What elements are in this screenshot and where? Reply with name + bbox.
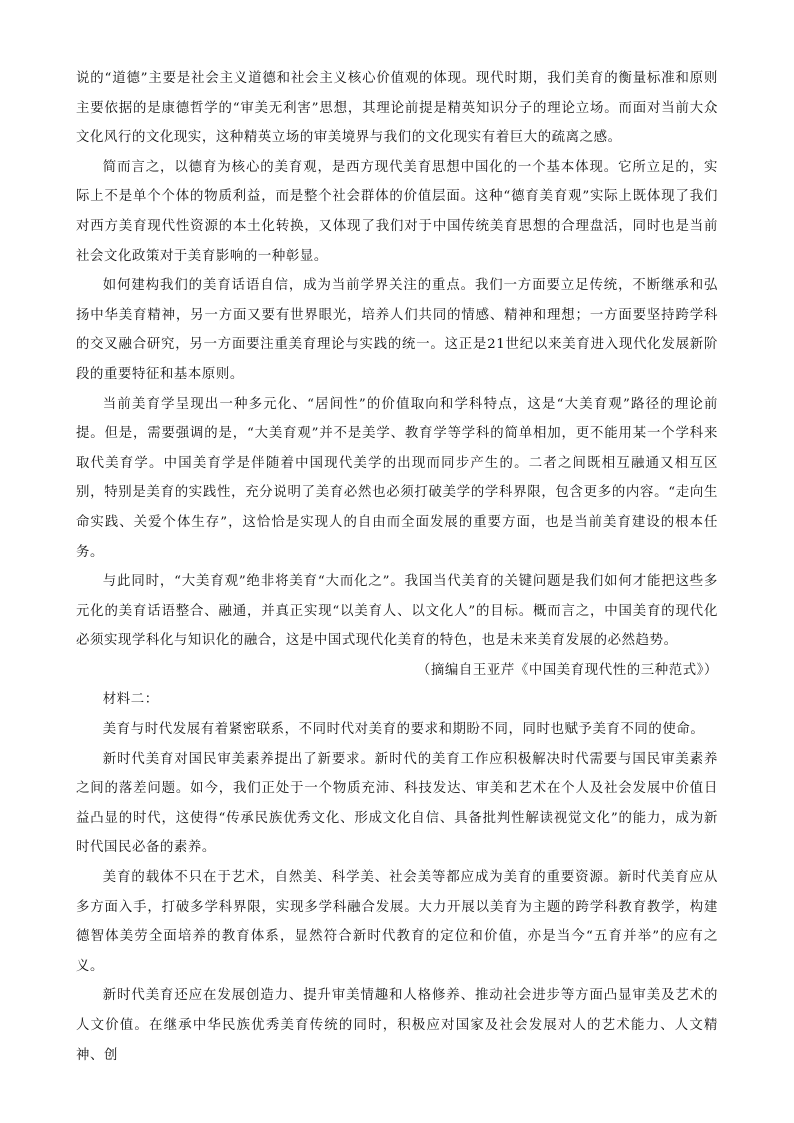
paragraph: 新时代美育对国民审美素养提出了新要求。新时代的美育工作应积极解决时代需要与国民审美素养之间的落差问题。如今，我们正处于一个物质充沛、科技发达、审美和艺术在个人及社会发展中价值日益凸显的时代，这使得“传承民族优秀文化、形成文化自信、具备批判性解读视觉文化”的能力，成为新时代国民必备的素养。 [76, 751, 718, 856]
paragraph: 如何建构我们的美育话语自信，成为当前学界关注的重点。我们一方面要立足传统，不断继承和弘扬中华美育精神，另一方面又要有世界眼光，培养人们共同的情感、精神和理想；一方面要坚持跨学科的交叉融合研究，另一方面要注重美育理论与实践的统一。这正是21世纪以来美育进入现代化发展新阶段的重要特征和基本原则。 [76, 278, 718, 382]
paragraph-continued: 说的“道德”主要是社会主义道德和社会主义核心价值观的体现。现代时期，我们美育的衡量标准和原则主要依据的是康德哲学的“审美无利害”思想，其理论前提是精英知识分子的理论立场。而面对当前大众文化风行的文化现实，这种精英立场的审美境界与我们的文化现实有着巨大的疏离之感。 [76, 71, 718, 146]
paragraph: 新时代美育还应在发展创造力、提升审美情趣和人格修养、推动社会进步等方面凸显审美及艺术的人文价值。在继承中华民族优秀美育传统的同时，积极应对国家及社会发展对人的艺术能力、人文精神、创 [76, 988, 718, 1063]
paragraph: 简而言之，以德育为核心的美育观，是西方现代美育思想中国化的一个基本体现。它所立足的，实际上不是单个个体的物质利益，而是整个社会群体的价值层面。这种“德育美育观”实际上既体现了我们对西方美育现代性资源的本土化转换，又体现了我们对于中国传统美育思想的合理盘活，同时也是当前社会文化政策对于美育影响的一种彰显。 [76, 159, 718, 264]
paragraph: 美育与时代发展有着紧密联系，不同时代对美育的要求和期盼不同，同时也赋予美育不同的使命。 [102, 722, 705, 738]
paragraph: 美育的载体不只在于艺术，自然美、科学美、社会美等都应成为美育的重要资源。新时代美育应从多方面入手，打破多学科界限，实现多学科融合发展。大力开展以美育为主题的跨学科教育教学，构建德智体美劳全面培养的教育体系，显然符合新时代教育的定位和价值，亦是当今“五育并举”的应有之义。 [76, 870, 718, 974]
paragraph: 当前美育学呈现出一种多元化、“居间性”的价值取向和学科特点，这是“大美育观”路径的理论前提。但是，需要强调的是，“大美育观”并不是美学、教育学等学科的简单相加，更不能用某一个学科来取代美育学。中国美育学是伴随着中国现代美学的出现而同步产生的。二者之间既相互融通又相互区别，特别是美育的实践性，充分说明了美育必然也必须打破美学的学科界限，包含更多的内容。“走向生命实践、关爱个体生存”，这恰恰是实现人的自由而全面发展的重要方面，也是当前美育建设的根本任务。 [76, 396, 718, 560]
section-heading: 材料二： [102, 692, 159, 708]
source-citation: （摘编自王亚芹《中国美育现代性的三种范式》） [416, 662, 718, 678]
paragraph: 与此同时，“大美育观”绝非将美育“大而化之”。我国当代美育的关键问题是我们如何才能把这些多元化的美育话语整合、融通，并真正实现“以美育人、以文化人”的目标。概而言之，中国美育的现代化必须实现学科化与知识化的融合，这是中国式现代化美育的特色，也是未来美育发展的必然趋势。 [76, 574, 718, 649]
article-body [76, 64, 718, 1070]
